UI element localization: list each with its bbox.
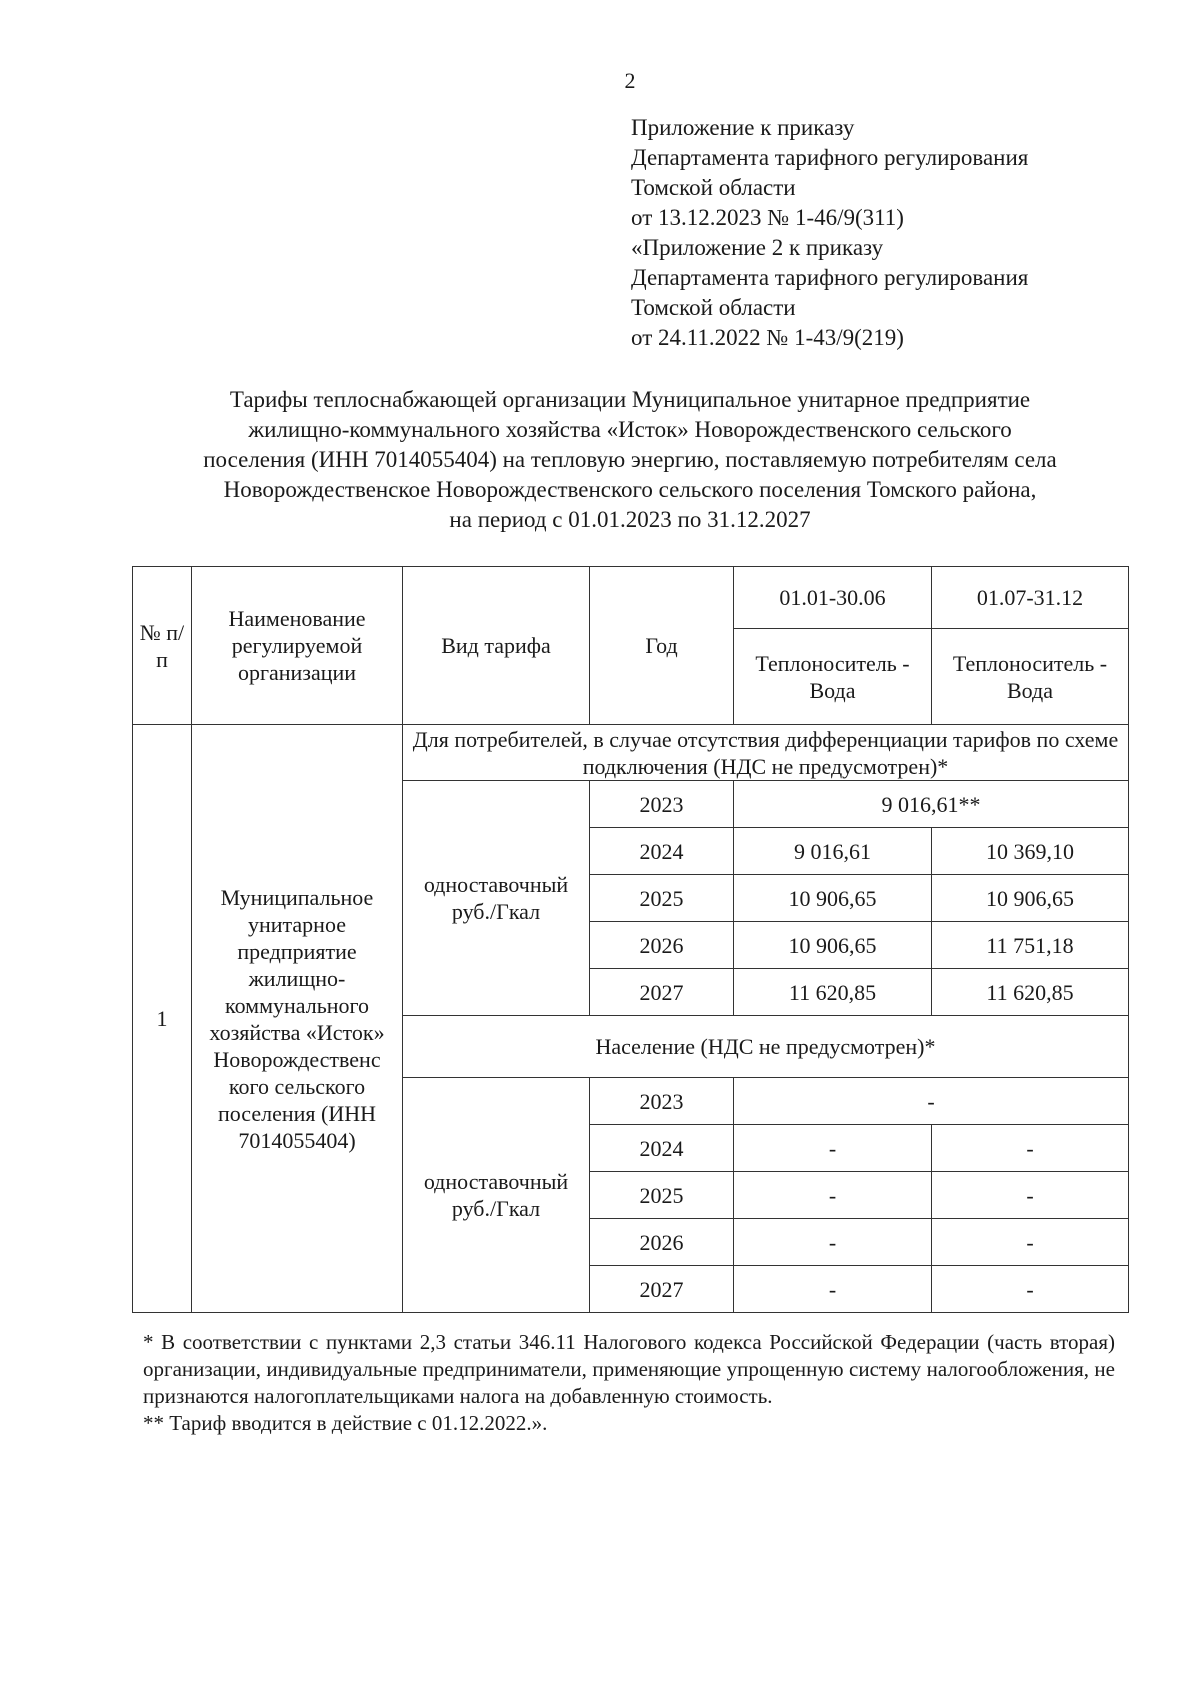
header-tariff-type: Вид тарифа <box>403 567 590 725</box>
title-line: жилищно-коммунального хозяйства «Исток» Новорождественского сельского <box>248 417 1012 442</box>
tariff-type-cell: одноставочный руб./Гкал <box>403 781 590 1016</box>
year-cell: 2023 <box>590 1078 734 1125</box>
tariff-value-first-half: 9 016,61 <box>734 828 932 875</box>
tariff-value-second-half: - <box>932 1219 1129 1266</box>
tariff-value-first-half: - <box>734 1266 932 1313</box>
year-cell: 2024 <box>590 1125 734 1172</box>
year-cell: 2023 <box>590 781 734 828</box>
footnote-effective-date: ** Тариф вводится в действие с 01.12.2022.». <box>143 1411 548 1435</box>
year-cell: 2026 <box>590 922 734 969</box>
header-period-second-half: 01.07-31.12 <box>932 567 1129 629</box>
appendix-line: Департамента тарифного регулирования <box>631 265 1029 290</box>
tariff-value-second-half: 10 906,65 <box>932 875 1129 922</box>
tariff-value-second-half: - <box>932 1266 1129 1313</box>
appendix-reference <box>631 113 1171 353</box>
tariff-value-second-half: - <box>932 1125 1129 1172</box>
organization-cell: Муниципальное унитарное предприятие жилищно-коммунального хозяйства «Исток» Новорождественс кого сельского поселения (ИНН 7014055404) <box>192 725 403 1313</box>
appendix-line: Департамента тарифного регулирования <box>631 145 1029 170</box>
year-cell: 2026 <box>590 1219 734 1266</box>
row-number-cell: 1 <box>133 725 192 1313</box>
appendix-line: Приложение к приказу <box>631 115 855 140</box>
tariff-value-second-half: 11 751,18 <box>932 922 1129 969</box>
footnote-tax: * В соответствии с пунктами 2,3 статьи 346.11 Налогового кодекса Российской Федерации (часть вторая) организации, индивидуальные предприниматели, применяющие упрощенную систему налогообложения, не признаются налогоплательщиками налога на добавленную стоимость. <box>143 1330 1115 1408</box>
title-line: на период с 01.01.2023 по 31.12.2027 <box>449 507 811 532</box>
year-cell: 2024 <box>590 828 734 875</box>
tariff-type-cell: одноставочный руб./Гкал <box>403 1078 590 1313</box>
title-line: Тарифы теплоснабжающей организации Муниципальное унитарное предприятие <box>229 387 1031 412</box>
header-carrier-first-half: Теплоноситель - Вода <box>734 629 932 725</box>
document-title <box>120 385 1140 535</box>
page-number: 2 <box>624 68 636 93</box>
title-line: Новорождественское Новорождественского сельского поселения Томского района, <box>223 477 1037 502</box>
tariff-value-first-half: - <box>734 1172 932 1219</box>
section-heading-population: Население (НДС не предусмотрен)* <box>403 1016 1129 1078</box>
footnotes <box>143 1329 1115 1437</box>
appendix-line: «Приложение 2 к приказу <box>631 235 884 260</box>
header-number: № п/п <box>133 567 192 725</box>
tariff-value-merged: 9 016,61** <box>734 781 1129 828</box>
year-cell: 2025 <box>590 1172 734 1219</box>
header-period-first-half: 01.01-30.06 <box>734 567 932 629</box>
tariff-value-first-half: 10 906,65 <box>734 875 932 922</box>
tariff-table <box>132 566 1129 1313</box>
header-organization: Наименование регулируемой организации <box>192 567 403 725</box>
header-year: Год <box>590 567 734 725</box>
section-heading-consumers: Для потребителей, в случае отсутствия дифференциации тарифов по схеме подключения (НДС не предусмотрен)* <box>403 725 1129 781</box>
tariff-value-first-half: - <box>734 1125 932 1172</box>
tariff-value-merged: - <box>734 1078 1129 1125</box>
tariff-value-first-half: - <box>734 1219 932 1266</box>
appendix-line: от 13.12.2023 № 1-46/9(311) <box>631 205 904 230</box>
year-cell: 2027 <box>590 1266 734 1313</box>
tariff-value-second-half: 11 620,85 <box>932 969 1129 1016</box>
appendix-line: Томской области <box>631 295 796 320</box>
appendix-line: Томской области <box>631 175 796 200</box>
appendix-line: от 24.11.2022 № 1-43/9(219) <box>631 325 904 350</box>
header-carrier-second-half: Теплоноситель - Вода <box>932 629 1129 725</box>
year-cell: 2027 <box>590 969 734 1016</box>
tariff-value-first-half: 11 620,85 <box>734 969 932 1016</box>
tariff-value-second-half: - <box>932 1172 1129 1219</box>
tariff-value-first-half: 10 906,65 <box>734 922 932 969</box>
tariff-value-second-half: 10 369,10 <box>932 828 1129 875</box>
year-cell: 2025 <box>590 875 734 922</box>
title-line: поселения (ИНН 7014055404) на тепловую энергию, поставляемую потребителям села <box>203 447 1057 472</box>
